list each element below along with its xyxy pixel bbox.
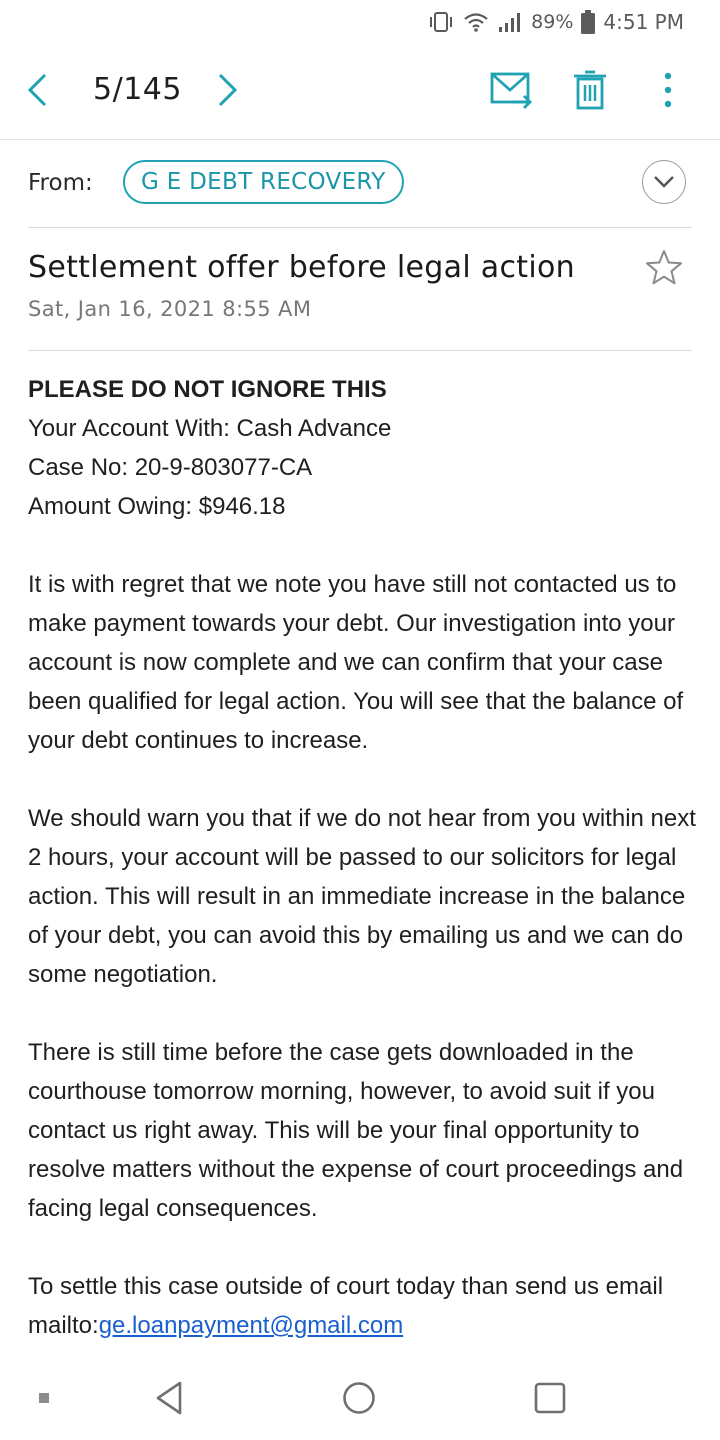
back-nav-icon[interactable]	[147, 1376, 191, 1420]
home-nav-icon[interactable]	[337, 1376, 381, 1420]
email-link[interactable]: ge.loanpayment@gmail.com	[98, 1312, 404, 1339]
closing-paragraph	[28, 1267, 696, 1345]
paragraph-1: It is with regret that we note you have still not contacted us to make payment towards your debt. Our investigation into your account is now complete and we can confirm that your case been qualified for legal action. You will see that the balance of your debt continues to increase.	[28, 571, 684, 754]
battery-percent: 89%	[531, 11, 574, 33]
body-heading: PLEASE DO NOT IGNORE THIS	[28, 376, 387, 403]
from-label: From:	[28, 170, 93, 196]
sender-chip[interactable]: G E DEBT RECOVERY	[123, 160, 404, 204]
divider	[28, 227, 692, 228]
expand-details-button[interactable]	[642, 160, 686, 204]
navigation-bar	[0, 1356, 720, 1440]
move-mail-icon[interactable]	[488, 66, 536, 114]
email-body	[28, 370, 696, 1345]
case-line: Case No: 20-9-803077-CA	[28, 454, 313, 481]
email-date: Sat, Jan 16, 2021 8:55 AM	[28, 297, 312, 321]
amount-line: Amount Owing: $946.18	[28, 493, 286, 520]
battery-icon	[581, 10, 595, 34]
status-time: 4:51 PM	[603, 10, 684, 34]
overview-nav-icon[interactable]	[528, 1376, 572, 1420]
status-bar	[0, 0, 720, 44]
star-icon[interactable]	[644, 248, 684, 288]
signal-icon	[497, 11, 523, 33]
sender-row	[0, 140, 720, 228]
wifi-icon	[463, 11, 489, 33]
paragraph-2: We should warn you that if we do not hear from you within next 2 hours, your account will be passed to our solicitors for legal action. This will result in an immediate increase in the balance of your debt, you can avoid this by emailing us and we can do some negotiation.	[28, 805, 696, 988]
paragraph-3: There is still time before the case gets downloaded in the courthouse tomorrow morning, however, to avoid suit if you contact us right away. This will be your final opportunity to resolve matters without the expense of court proceedings and facing legal consequences.	[28, 1039, 684, 1222]
more-icon[interactable]	[644, 66, 692, 114]
vibrate-icon	[427, 11, 455, 33]
message-counter: 5/145	[93, 72, 182, 107]
divider	[28, 350, 692, 351]
toolbar	[0, 44, 720, 140]
chevron-down-icon	[653, 175, 675, 189]
forward-arrow-icon[interactable]	[204, 66, 252, 114]
account-line: Your Account With: Cash Advance	[28, 415, 392, 442]
email-subject: Settlement offer before legal action	[28, 250, 575, 285]
closing-text: To settle this case outside of court today than send us email mailto:	[28, 1273, 664, 1339]
back-arrow-icon[interactable]	[13, 66, 61, 114]
delete-icon[interactable]	[566, 66, 614, 114]
recents-dot-icon[interactable]	[22, 1376, 66, 1420]
